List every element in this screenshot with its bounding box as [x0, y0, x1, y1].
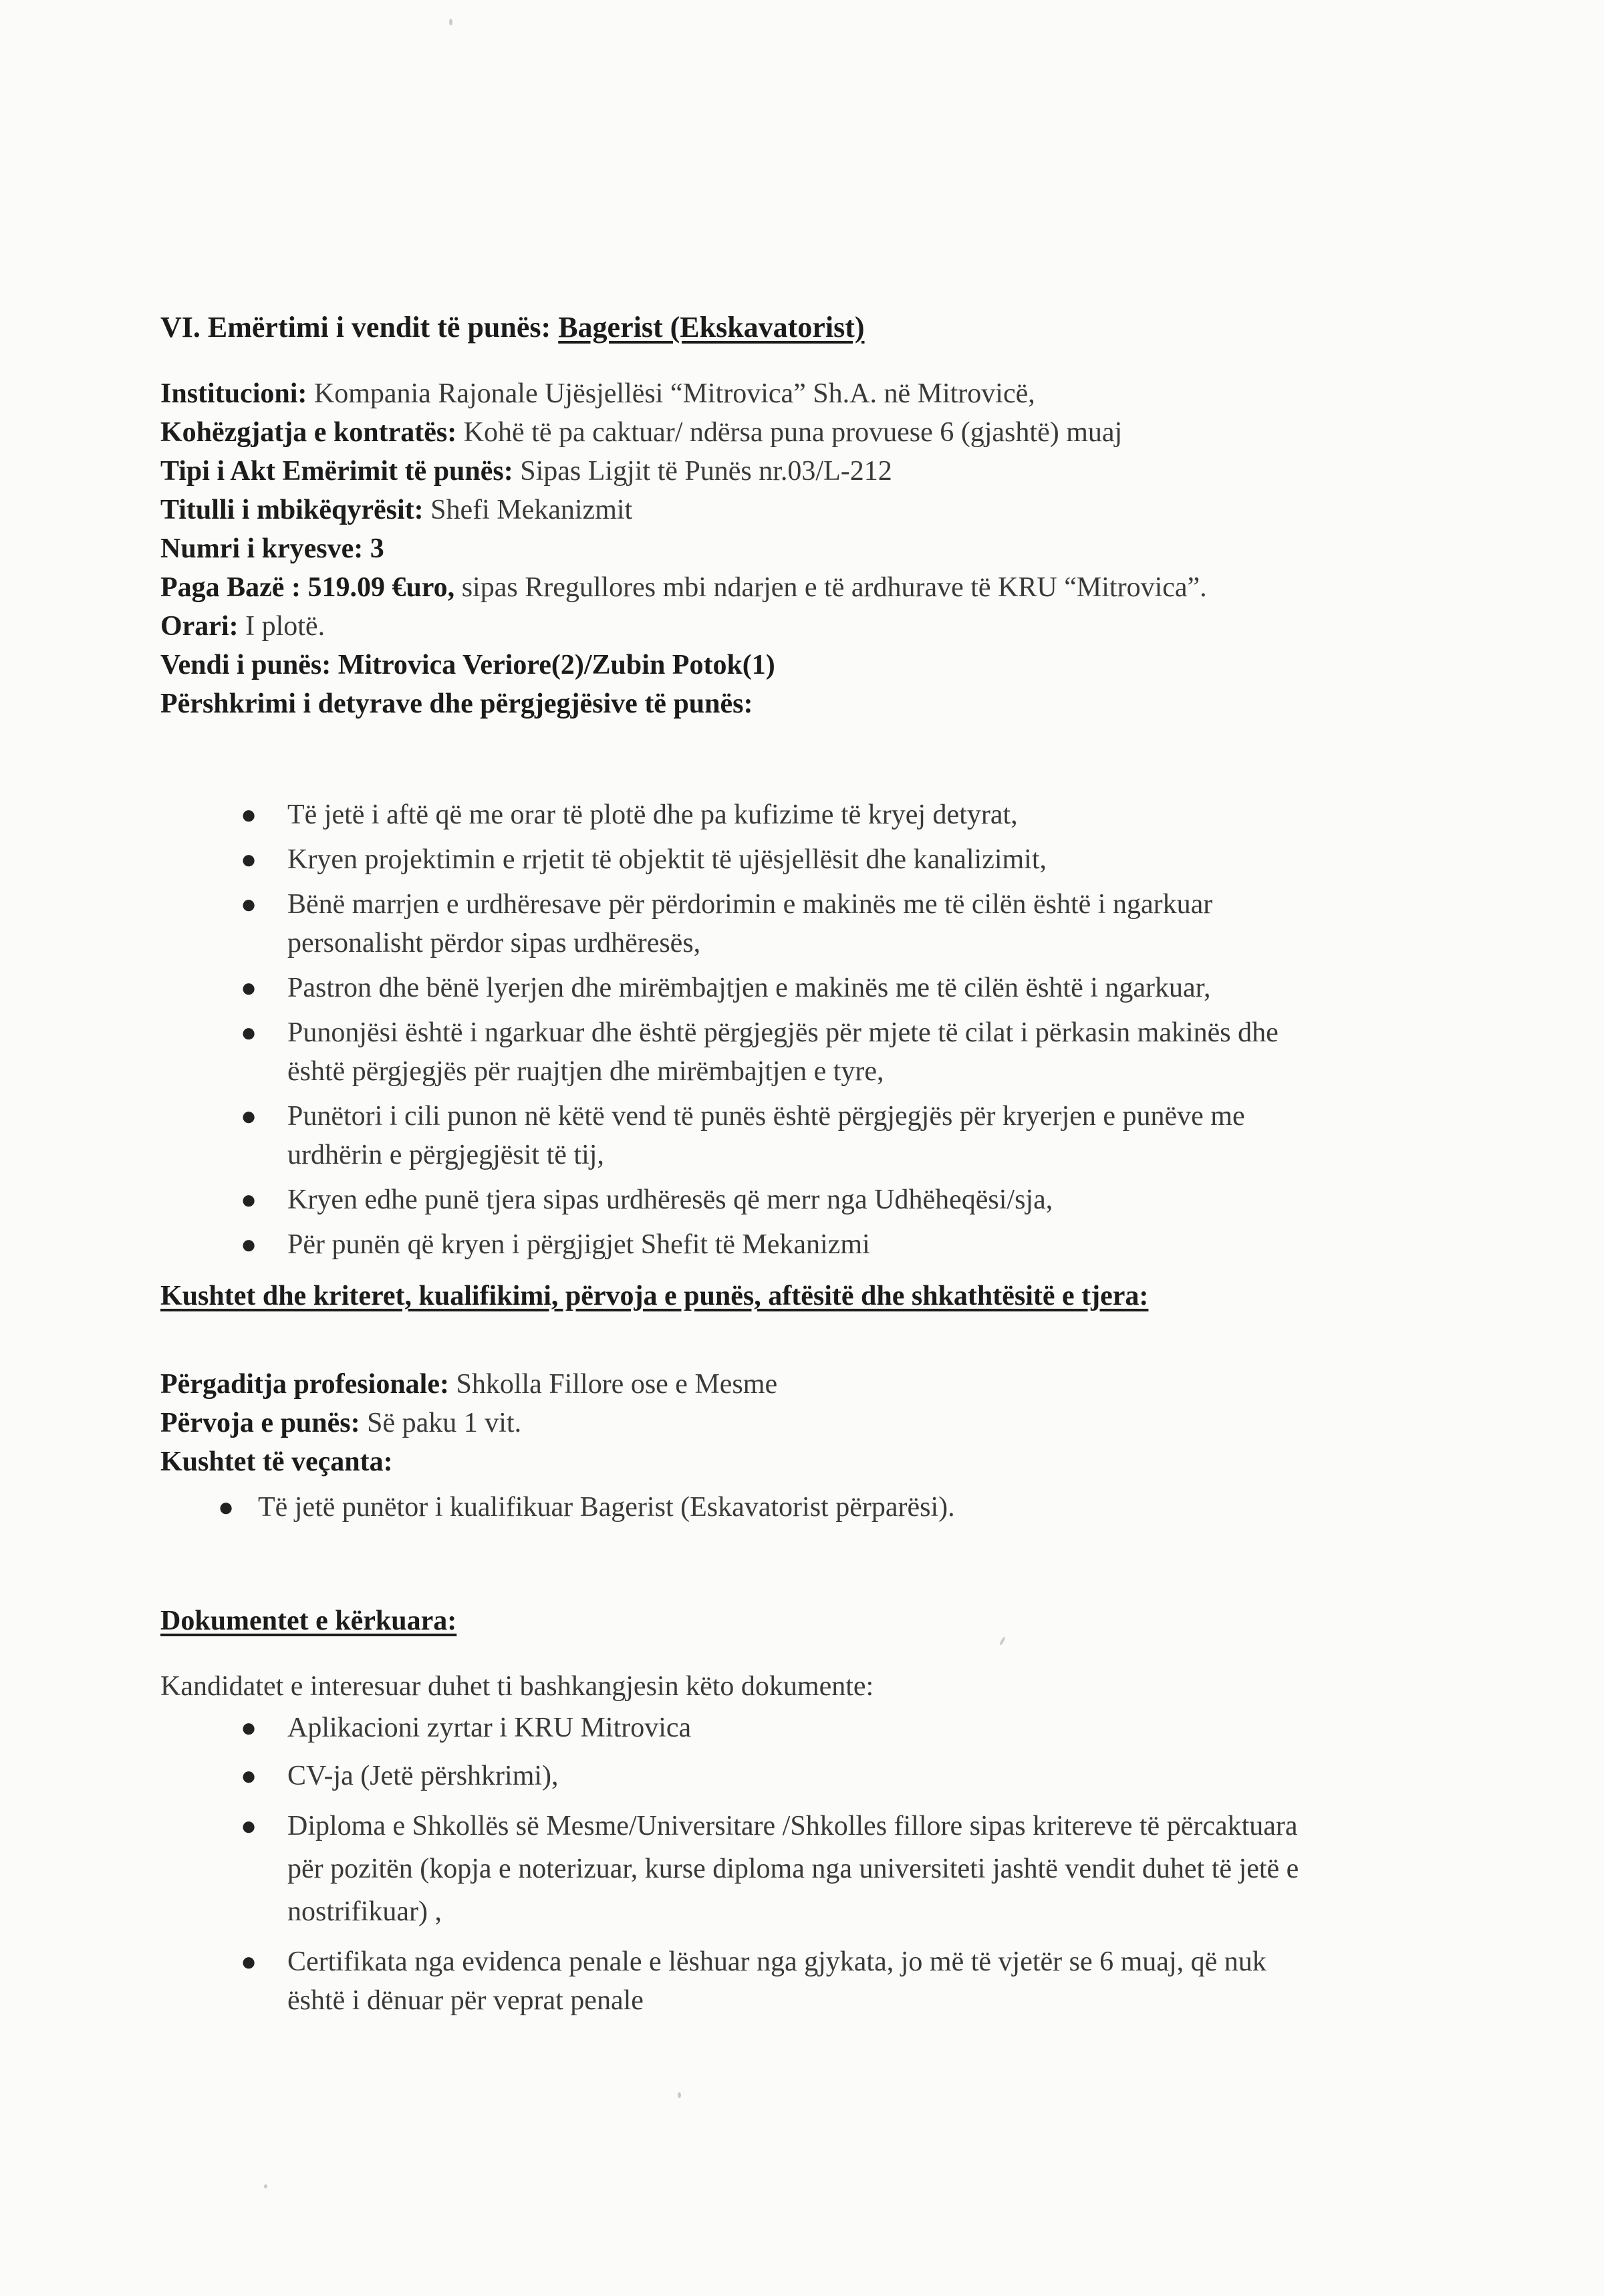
list-item: ● Aplikacioni zyrtar i KRU Mitrovica: [241, 1712, 692, 1743]
documents-intro: Kandidatet e interesuar duhet ti bashkangjesin këto dokumente:: [160, 1671, 874, 1702]
detail-number-of-executors: Numri i kryesve: 3: [160, 533, 384, 564]
list-item: ● Bënë marrjen e urdhëresave për përdorimin e makinës me të cilën është i ngarkuar personalisht përdor sipas urdhëresës,: [241, 889, 1213, 959]
detail-base-salary: Paga Bazë : 519.09 €uro, sipas Rregullores mbi ndarjen e të ardhurave të KRU “Mitrovica”.: [160, 572, 1207, 603]
list-item: ● Për punën që kryen i përgjigjet Shefit të Mekanizmi: [241, 1229, 870, 1260]
condition-experience: Përvoja e punës: Së paku 1 vit.: [160, 1408, 522, 1438]
special-conditions-list: [218, 1488, 1461, 1527]
list-item: ● Punonjësi është i ngarkuar dhe është përgjegjës për mjete të cilat i përkasin makinës dhe është përgjegjës për ruajtjen dhe mirëmbajtjen e tyre,: [241, 1017, 1279, 1087]
list-item: ● CV-ja (Jetë përshkrimi),: [241, 1761, 559, 1791]
scan-speck: [678, 2092, 681, 2098]
scan-speck: [449, 19, 452, 25]
position-title-line: [160, 307, 1470, 348]
job-details: [160, 374, 1470, 723]
list-item: ● Kryen edhe punë tjera sipas urdhëresës që merr nga Udhëheqësi/sja,: [241, 1184, 1053, 1215]
documents-list: [241, 1708, 1490, 2020]
detail-workplace: Vendi i punës: Mitrovica Veriore(2)/Zubin Potok(1): [160, 650, 775, 680]
scan-speck: [264, 2184, 267, 2188]
detail-schedule: Orari: I plotë.: [160, 611, 325, 642]
condition-education: Përgaditja profesionale: Shkolla Fillore ose e Mesme: [160, 1369, 778, 1400]
list-item: ● Të jetë punëtor i kualifikuar Bagerist (Eskavatorist përparësi).: [218, 1492, 955, 1523]
conditions-heading: Kushtet dhe kriteret, kualifikimi, përvoja e punës, aftësitë dhe shkathtësitë e tjera:: [160, 1281, 1149, 1311]
position-prefix: VI. Emërtimi i vendit të punës:: [160, 311, 559, 344]
detail-appointment-type: Tipi i Akt Emërimit të punës: Sipas Ligjit të Punës nr.03/L-212: [160, 456, 892, 487]
list-item: ● Diploma e Shkollës së Mesme/Universitare /Shkolles fillore sipas kritereve të përcaktuara për pozitën (kopja e noterizuar, kurse diploma nga universiteti jashtë vendit duhet të jetë e nostrifikuar) ,: [241, 1811, 1299, 1927]
detail-duties-heading: Përshkrimi i detyrave dhe përgjegjësive të punës:: [160, 688, 753, 719]
detail-contract-duration: Kohëzgjatja e kontratës: Kohë të pa caktuar/ ndërsa puna provuese 6 (gjashtë) muaj: [160, 417, 1123, 448]
list-item: ● Pastron dhe bënë lyerjen dhe mirëmbajtjen e makinës me të cilën është i ngarkuar,: [241, 973, 1211, 1003]
list-item: ● Kryen projektimin e rrjetit të objektit të ujësjellësit dhe kanalizimit,: [241, 844, 1047, 875]
position-title: Bagerist (Ekskavatorist): [558, 311, 865, 344]
list-item: ● Certifikata nga evidenca penale e lëshuar nga gjykata, jo më të vjetër se 6 muaj, që nuk është i dënuar për veprat penale: [241, 1946, 1266, 2016]
duties-list: [241, 795, 1490, 1264]
detail-institution: Institucioni: Kompania Rajonale Ujësjellësi “Mitrovica” Sh.A. në Mitrovicë,: [160, 378, 1035, 409]
detail-supervisor: Titulli i mbikëqyrësit: Shefi Mekanizmit: [160, 495, 633, 525]
documents-heading: Dokumentet e kërkuara:: [160, 1606, 457, 1636]
list-item: ● Punëtori i cili punon në këtë vend të punës është përgjegjës për kryerjen e punëve me urdhërin e përgjegjësit të tij,: [241, 1101, 1245, 1170]
conditions-rows: [160, 1365, 1470, 1481]
condition-special-heading: Kushtet të veçanta:: [160, 1446, 393, 1477]
list-item: ● Të jetë i aftë që me orar të plotë dhe pa kufizime të kryej detyrat,: [241, 799, 1018, 830]
